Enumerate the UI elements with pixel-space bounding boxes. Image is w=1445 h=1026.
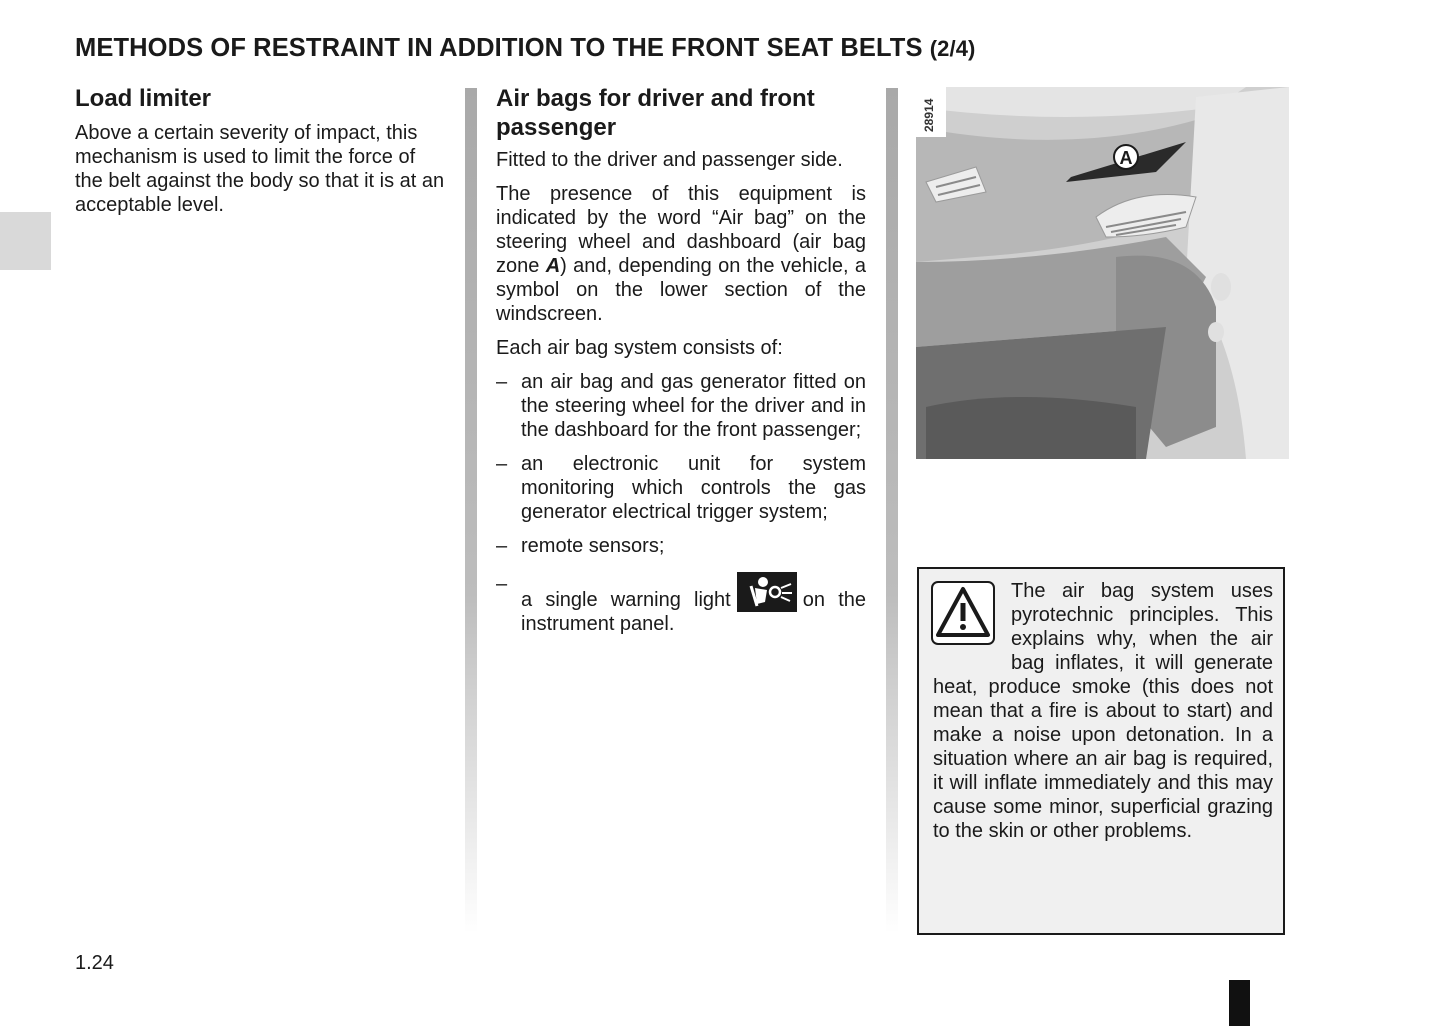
airbags-presence-text [496,182,866,326]
warning-text: The air bag system uses pyrotechnic principles. This explains why, when the air bag inflates, it will generate heat, produce smoke (this does not mean that a fire is about to start) and make a noise upon detonation. In a situation where an air bag is required, it will inflate immediately and this may cause some minor, superficial grazing to the skin or other problems. [933,580,1273,842]
page-title [75,34,976,63]
airbags-presence-before: The presence of this equipment is indicated by the word “Air bag” on the steering wheel and dashboard (air bag zone [496,183,866,277]
warning-box [917,567,1285,935]
photo-zone-label: A [1119,148,1133,168]
column-divider-left [465,88,477,933]
airbags-presence-after: ) and, depending on the vehicle, a symbol on the lower section of the windscreen. [496,255,866,325]
airbags-heading: Air bags for driver and front passenger [496,85,815,141]
list-dash: – [496,535,508,557]
warning-text-block [933,579,1273,843]
list-item-text: an air bag and gas generator fitted on the steering wheel for the driver and in the dashboard for the front passenger; [521,371,866,441]
airbags-section [496,84,866,646]
page-title-text: METHODS OF RESTRAINT IN ADDITION TO THE FRONT SEAT BELTS [75,34,923,62]
page-number: 1.24 [75,952,114,974]
list-dash: – [496,453,508,475]
load-limiter-section [75,84,445,217]
list-item [496,534,866,558]
airbags-consists-text: Each air bag system consists of: [496,337,783,359]
airbag-warning-light-icon [737,572,797,612]
dashboard-photo [916,87,1289,459]
airbags-fitted-text: Fitted to the driver and passenger side. [496,149,843,171]
load-limiter-text: Above a certain severity of impact, this mechanism is used to limit the force of the belt against the body so that it is at an acceptable level. [75,122,445,216]
photo-reference-number [920,92,944,134]
page-edge-marker [1229,980,1250,1026]
warning-light-text-after: on the instrument panel. [521,589,866,635]
side-tab-marker [0,212,51,270]
warning-light-text-before: a single warning light [521,589,731,611]
list-item [496,572,866,636]
airbag-components-list [496,370,866,636]
photo-ref-text: 28914 [922,98,936,132]
list-item-text: an electronic unit for system monitoring which controls the gas generator electrical trigger system; [521,453,866,523]
load-limiter-heading: Load limiter [75,85,212,112]
list-item-text: remote sensors; [521,535,665,557]
list-item [496,370,866,442]
page-title-part: (2/4) [929,36,976,61]
list-dash: – [496,371,508,393]
list-dash: – [496,573,508,595]
list-item [496,452,866,524]
airbag-zone-ref: A [545,255,561,277]
column-divider-right [886,88,898,933]
